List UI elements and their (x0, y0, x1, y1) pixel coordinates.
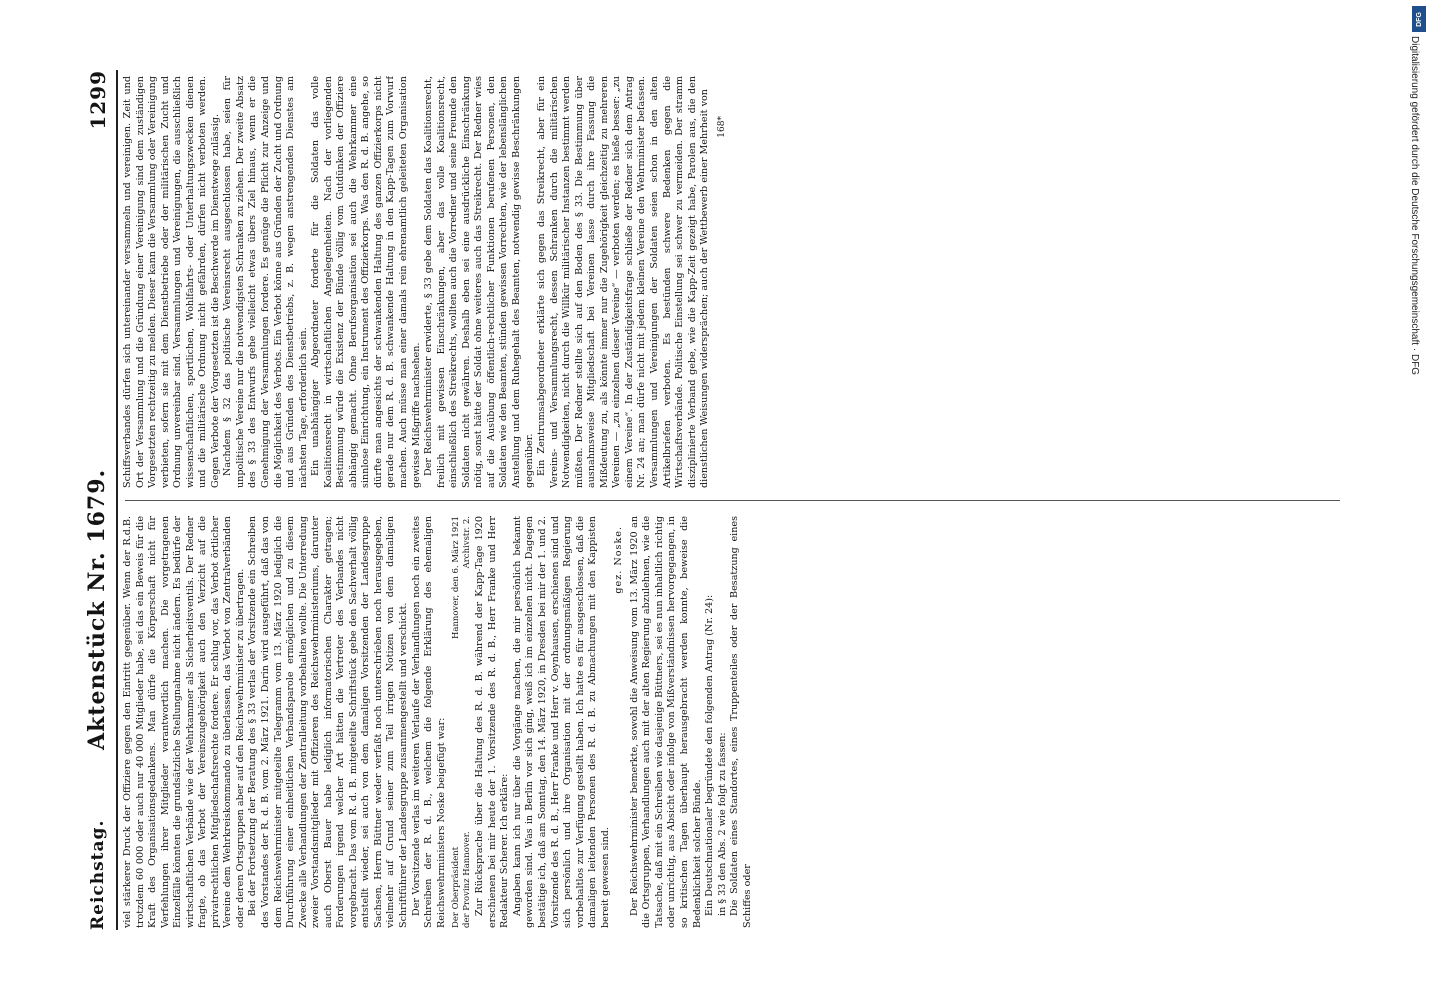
page-number: 1299 (86, 70, 110, 130)
dfg-logo (1412, 6, 1426, 32)
sender-line-2: der Provinz Hannover. (462, 831, 473, 928)
paragraph: Die Soldaten eines Standortes, eines Truppenteiles oder der Besatzung eines Schiffes oder (729, 516, 753, 928)
left-column (122, 516, 1338, 928)
paragraph: Ein Deutschnationaler begründete den folgenden Antrag (Nr. 24): (704, 594, 716, 916)
sender-line-1: Der Oberpräsident (451, 846, 462, 928)
dfg-logo-text: DFG (1415, 11, 1423, 27)
paragraph: Der Reichswehrminister bemerkte, sowohl die Anweisung vom 13. März 1920 an die Ortsgruppen, Verhandlungen auch mit der alten Regierung abzulehnen, wie die Tatsache, daß mit ein Schreiben wie dasjenige Büttners, sei es nun inhaltlich richtig oder unrichtig, aus Absicht oder infolge von Mißverständnissen hervorgegangen, in so kritischen Tagen überhaupt herausgebracht werden konnte, beweise die Bedenklichkeit solcher Bünde. (628, 516, 703, 928)
paragraph: Der Vorsitzende verlas im weiteren Verlaufe der Verhandlungen noch ein zweites Schreiben der R. d. B., welchem die folgende Erklärung des ehemaligen Reichswehrministers Noske beigefügt war: (410, 516, 447, 928)
header-left: Reichstag. (88, 819, 108, 930)
paragraph: Der Reichswehrminister erwiderte, § 33 gebe dem Soldaten das Koalitionsrecht, freilich mit gewissen Einschränkungen, aber das volle Koalitionsrecht, einschließlich des Streikrechts, wollten auch die Vorredner und seine Freunde den Soldaten nicht gewähren. Deshalb eben sei eine ausdrückliche Einschränkung nötig, sonst hätte der Soldat ohne weiteres auch das Streikrecht. Der Redner wies auf die Ausübung öffentlich-rechtlicher Funktionen berufenen Personen, den Soldaten wie den Beamten, stünden gewissen Vorrechten, wie der lebenslänglichen Anstellung und dem Ruhegehalt des Beamten, notwendig gewisse Beschränkungen gegenüber. (423, 76, 535, 488)
letter-paragraph: Zur Rücksprache über die Haltung des R. d. B. während der Kapp-Tage 1920 erschienen bei mir heute der 1. Vorsitzende des R. d. B., Herr Franke und Herr Redakteur Scherer. Ich erkläre: (474, 516, 511, 928)
paragraph: Ein Zentrumsabgeordneter erklärte sich gegen das Streikrecht, aber für ein Vereins- und Versammlungsrecht, dessen Schranken durch die militärischen Notwendigkeiten, nicht durch die Willkür militärischer Instanzen bestimmt werden müßten. Der Redner stellte sich auf den Boden des § 33. Die Bestimmung über ausnahmsweise Mitgliedschaft bei Vereinen lasse durch ihre Fassung die Mißdeutung zu, als könnte immer nur die Zugehörigkeit gleichzeitig zu mehreren Vereinen — „zu einzelnen dieser Vereine“ — verboten werden; es hieße besser: „zu einem Vereine“. In der Zuständigkeitsfrage schließe der Redner sich dem Antrag Nr. 24 an; man dürfe nicht mit jedem kleinen Vereine den Wehrminister befassen. Versammlungen und Vereinigungen der Soldaten seien schon in den alten Artikelbriefen verboten. Es bestünden schwere Bedenken gegen die Wirtschaftsverbände. Politische Einstellung sei schwer zu vermeiden. Der stramm disziplinierte Verband gebe, wie die Kapp-Zeit gezeigt habe, Parolen aus, die den dienstlichen Weisungen widersprächen; auch der Wettbewerb einer Mehrheit von (536, 76, 711, 488)
paragraph: Schiffsverbandes dürfen sich untereinander versammeln und vereinigen. Zeit und Ort der Versammlung und die Gründung einer Vereinigung sind dem zuständigen Vorgesetzten rechtzeitig zu melden. Dieser kann die Versammlung oder Vereinigung verbieten, sofern sie mit dem Dienstbetriebe oder der militärischen Zucht und Ordnung unvereinbar sind. Versammlungen und Vereinigungen, die ausschließlich wissenschaftlichen, sportlichen, Wohlfahrts- oder Unterhaltungszwecken dienen und die militärische Ordnung nicht gefährden, dürfen nicht verboten werden. Gegen Verbote der Vorgesetzten ist die Beschwerde im Dienstwege zulässig. (122, 76, 221, 488)
paragraph: Ein unabhängiger Abgeordneter forderte für die Soldaten das volle Koalitionsrecht in wirtschaftlichen Angelegenheiten. Nach der vorliegenden Bestimmung würde die Existenz der Bünde völlig vom Gutdünken der Offiziere abhängig gemacht. Ohne Berufsorganisation sei auch die Wehrkammer eine sinnlose Einrichtung, ein Instrument des Offizierkorps. Was den R. d. B. angehe, so dürfte man angesichts der schwankenden Haltung des ganzen Offizierkorps nicht gerade nur dem R. d. B. schwankende Haltung in den Kapp-Tagen zum Vorwurf machen. Auch müsse man einer damals rein ehrenamtlich geleiteten Organisation gewisse Mißgriffe nachsehen. (310, 76, 422, 488)
header-title: Aktenstück Nr. 1679. (84, 468, 110, 750)
page-header (84, 70, 112, 930)
letter-sender (451, 831, 473, 928)
paragraph: in § 33 den Abs. 2 wie folgt zu fassen: (716, 732, 728, 916)
date-line-2: Archivstr. 2. (462, 516, 473, 569)
paragraph: Bei der Fortsetzung der Beratung des § 33 verlas der Vorsitzende ein Schreiben des Vorstandes der R. d. B. vom 2. März 1921. Darin wird ausgeführt, daß das von dem Reichswehrminister mitgeteilte Telegramm vom 13. März 1920 lediglich die Durchführung einer einheitlichen Verbandsparole ermöglichen und zu diesem Zwecke alle Verhandlungen der Zentralleitung vorbehalten wollte. Die Unterredung zweier Vorstandsmitglieder mit Offizieren des Reichswehrministeriums, darunter auch Oberst Bauer habe lediglich informatorischen Charakter getragen; Forderungen irgend welcher Art hätten die Vertreter des Verbandes nicht vorgebracht. Das vom R. d. B. mitgeteilte Schriftstück gebe den Sachverhalt völlig entstellt wieder, sei auch von dem damaligen Vorsitzenden der Landesgruppe Sachsen, Herrn Büttner weder verfaßt noch unterschrieben noch herausgegeben, vielmehr auf Grund seiner zum Teil irrigen Notizen von dem damaligen Schriftführer der Landesgruppe zusammengestellt und verschickt. (247, 516, 410, 928)
column-divider (125, 500, 1340, 501)
right-column (122, 76, 1338, 488)
paragraph: Nachdem § 32 das politische Vereinsrecht ausgeschlossen habe, seien für unpolitische Vereine nur die notwendigsten Schranken zu ziehen. Der zweite Absatz des § 33 des Entwurfs gehe vielleicht etwas übers Ziel hinaus, wenn er die Genehmigung der Versammlungen fordere. Es genüge die Pflicht zur Anzeige und die Möglichkeit des Verbots. Ein Verbot könne aus Gründen der Zucht und Ordnung und aus Gründen des Dienstbetriebs, z. B. wegen anstrengenden Dienstes am nächsten Tage, erforderlich sein. (222, 76, 309, 488)
letter-paragraph: Angaben kann ich nur über die Vorgänge machen, die mir persönlich bekannt geworden sind. Was in Berlin vor sich ging, weiß ich im einzelnen nicht. Dagegen bestätige ich, daß am Sonntag, den 14. März 1920, in Dresden bei mir der 1. und 2. Vorsitzende des R. d. B., Herr Franke und Herr v. Oeynhausen, erschienen sind und sich persönlich und ihre Organisation mit der ordnungsmäßigen Regierung vorbehaltlos zur Verfügung gestellt haben. Ich hatte es für ausgeschlossen, daß die damaligen leitenden Personen des R. d. B. zu Abmachungen mit den Kappisten bereit gewesen sind. (511, 516, 611, 928)
letter-dateline (451, 516, 473, 928)
digitization-note: Digitalisierung gefördert durch die Deutsche Forschungsgemeinschaft · DFG (1409, 36, 1420, 376)
paragraph: viel stärkerer Druck der Offiziere gegen den Eintritt gegenüber. Wenn der R.d.B. trotzdem 60 000 oder auch nur 40 000 Mitglieder habe, sei das ein Beweis für die Kraft des Organisationsgedankens. Man dürfe die Körperschaft nicht für Verfehlungen ihrer Mitglieder verantwortlich machen. Die vorgetragenen Einzelfälle könnten die grundsätzliche Stellungnahme nicht ändern. Es bedürfe der wirtschaftlichen Verbände wie der Wehrkammer als Sicherheitsventils. Der Redner fragte, ob das Verbot der Vereinszugehörigkeit auch den Verzicht auf die privatrechtlichen Mitgliedschaftsrechte fordere. Er schlug vor, das Verbot örtlicher Vereine dem Wehrkreiskommando zu überlassen, das Verbot von Zentralverbänden oder deren Ortsgruppen aber auf den Reichswehrminister zu übertragen. (122, 516, 246, 928)
page-footnote: 168* (716, 116, 727, 138)
signature: gez. Noske. (613, 526, 625, 594)
letter-place-date (451, 516, 473, 639)
date-line-1: Hannover, den 6. März 1921 (451, 516, 462, 640)
header-rule (116, 70, 118, 930)
